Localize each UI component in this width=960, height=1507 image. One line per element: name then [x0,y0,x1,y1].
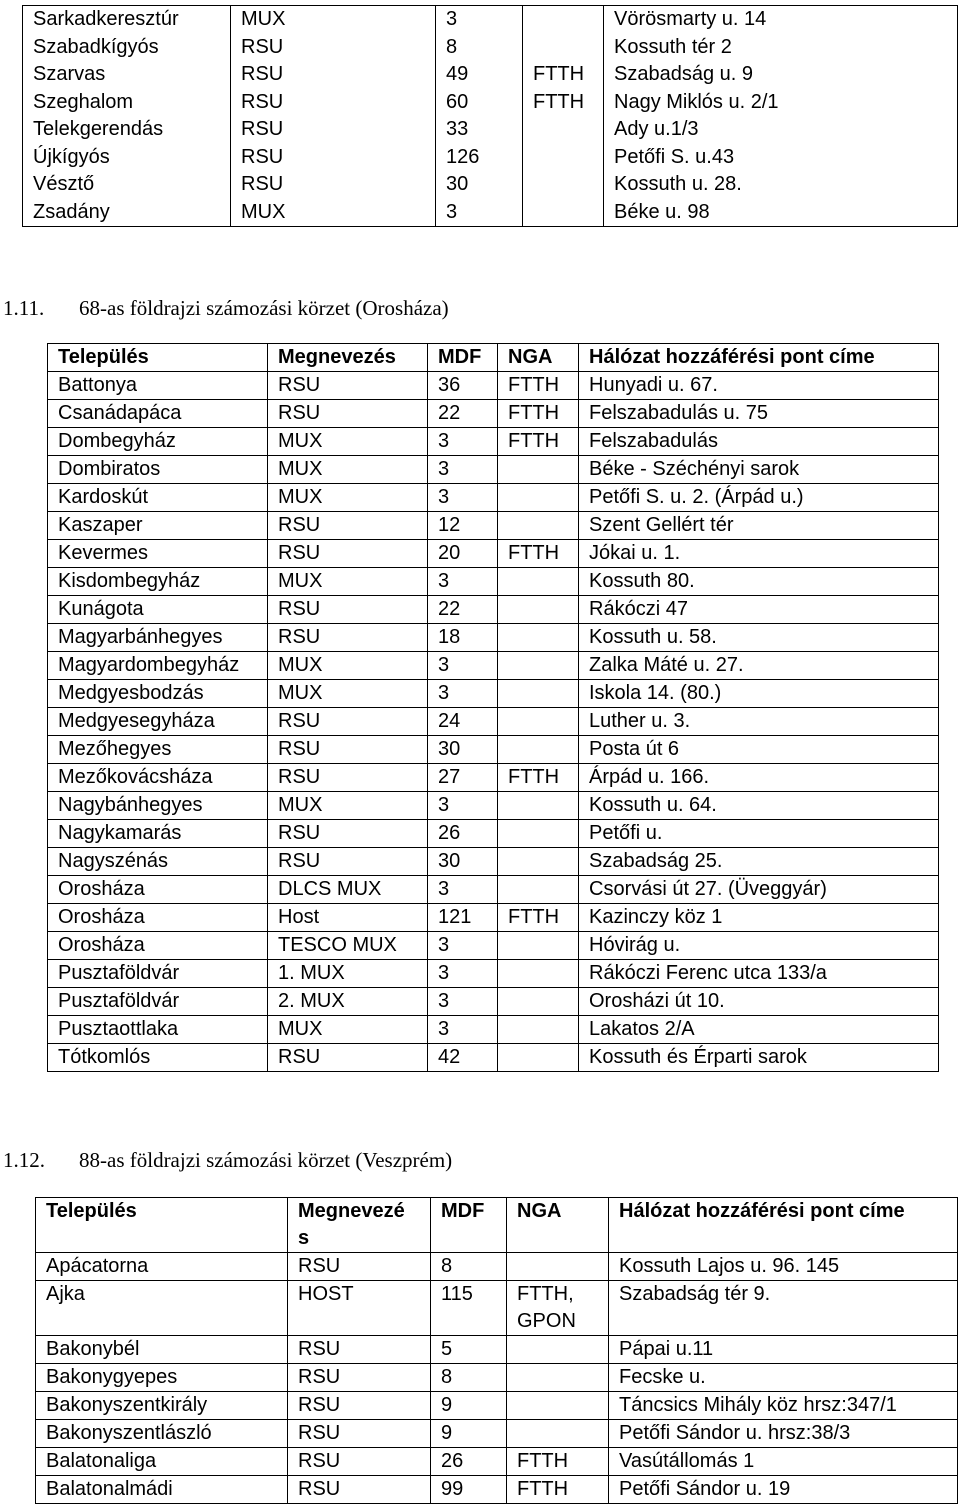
address-cell: Szabadság 25. [579,848,939,876]
address-cell: Csorvási út 27. (Üveggyár) [579,876,939,904]
settlement-cell: Sarkadkeresztúr [23,6,231,34]
table-row [48,904,939,932]
settlement-cell: Telekgerendás [23,116,231,144]
address-cell: Béke u. 98 [614,200,710,223]
settlement-cell: Kardoskút [48,484,268,512]
nga-cell: FTTH [523,89,604,117]
section-number: 1.12. [3,1148,45,1172]
mdf-cell: 3 [436,6,523,34]
address-cell: Petőfi u. [579,820,939,848]
address-cell: Lakatos 2/A [579,1016,939,1044]
table-row [36,1281,958,1336]
address-cell: Petőfi Sándor u. hrsz:38/3 [609,1420,958,1448]
designation-cell: Host [268,904,428,932]
mdf-cell: 126 [436,144,523,172]
table-row [36,1448,958,1476]
nga-cell [498,792,579,820]
designation-cell: RSU [288,1336,431,1364]
settlement-cell: Bakonyszentkirály [36,1392,288,1420]
column-header: Megnevezé s [288,1198,431,1253]
mdf-cell: 8 [431,1253,507,1281]
mdf-cell: 3 [428,988,498,1016]
table-row [48,1044,939,1072]
nga-cell: FTTH [498,540,579,568]
designation-cell: RSU [268,764,428,792]
nga-cell: FTTH [507,1448,609,1476]
table-row [23,144,958,172]
designation-cell: RSU [268,512,428,540]
table-row [48,876,939,904]
designation-cell: RSU [231,171,436,199]
mdf-cell: 22 [428,596,498,624]
settlement-cell: Kaszaper [48,512,268,540]
settlement-cell: Orosháza [48,904,268,932]
mdf-cell: 26 [428,820,498,848]
designation-cell: RSU [268,540,428,568]
mdf-cell: 8 [431,1364,507,1392]
settlement-cell: Pusztaottlaka [48,1016,268,1044]
settlement-cell: Vésztő [23,171,231,199]
settlement-cell: Orosháza [48,876,268,904]
nga-cell [507,1364,609,1392]
address-cell: Orosházi út 10. [579,988,939,1016]
nga-cell [498,932,579,960]
settlement-cell: Ajka [36,1281,288,1336]
nga-cell [507,1392,609,1420]
nga-cell [523,199,604,227]
table-row [48,820,939,848]
column-header: Település [36,1198,288,1253]
table-row [23,116,958,144]
designation-cell: MUX [268,568,428,596]
nga-cell: FTTH [498,764,579,792]
nga-cell [498,876,579,904]
settlement-cell: Apácatorna [36,1253,288,1281]
settlement-cell: Csanádapáca [48,400,268,428]
column-header: Település [48,344,268,372]
designation-cell: RSU [288,1392,431,1420]
orosháza-access-points-table [47,343,939,1072]
settlement-cell: Pusztaföldvár [48,960,268,988]
settlement-cell: Tótkomlós [48,1044,268,1072]
column-header: Hálózat hozzáférési pont címe [579,344,939,372]
designation-cell: RSU [288,1420,431,1448]
mdf-cell: 3 [428,568,498,596]
address-cell: Szabadság u. 9 [614,63,753,85]
section-heading-oroshaza [3,296,449,321]
nga-cell [498,596,579,624]
nga-cell: FTTH [523,61,604,89]
address-cell: Táncsics Mihály köz hrsz:347/1 [609,1392,958,1420]
address-cell: Jókai u. 1. [579,540,939,568]
nga-cell [507,1420,609,1448]
mdf-cell: 3 [436,199,523,227]
column-header: Megnevezés [268,344,428,372]
address-cell: Felszabadulás [579,428,939,456]
nga-cell [523,6,604,34]
section-title: 88-as földrajzi számozási körzet (Veszprém) [79,1148,453,1172]
nga-cell [498,960,579,988]
settlement-cell: Balatonalmádi [36,1476,288,1504]
mdf-cell: 42 [428,1044,498,1072]
table-row [23,6,958,34]
section-title: 68-as földrajzi számozási körzet (Orosháza) [79,296,449,320]
table-row [48,484,939,512]
address-cell: Posta út 6 [579,736,939,764]
nga-cell [498,652,579,680]
settlement-cell: Kisdombegyház [48,568,268,596]
nga-cell [498,988,579,1016]
mdf-cell: 3 [428,428,498,456]
column-header: Hálózat hozzáférési pont címe [609,1198,958,1253]
designation-cell: 1. MUX [268,960,428,988]
mdf-cell: 8 [436,34,523,62]
address-cell: Szabadság tér 9. [609,1281,958,1336]
table-row [48,400,939,428]
mdf-cell: 99 [431,1476,507,1504]
table-row [48,568,939,596]
nga-cell [523,34,604,62]
designation-cell: MUX [268,456,428,484]
mdf-cell: 3 [428,792,498,820]
settlement-cell: Bakonygyepes [36,1364,288,1392]
mdf-cell: 60 [436,89,523,117]
address-cell: Pápai u.11 [609,1336,958,1364]
mdf-cell: 5 [431,1336,507,1364]
mdf-cell: 115 [431,1281,507,1336]
address-cell: Kossuth Lajos u. 96. 145 [609,1253,958,1281]
table-row [48,428,939,456]
nga-cell [498,1016,579,1044]
settlement-cell: Kunágota [48,596,268,624]
nga-cell [498,484,579,512]
nga-cell: FTTH, GPON [507,1281,609,1336]
address-cell: Felszabadulás u. 75 [579,400,939,428]
settlement-cell: Mezőhegyes [48,736,268,764]
designation-cell: DLCS MUX [268,876,428,904]
settlement-cell: Battonya [48,372,268,400]
table-row [48,960,939,988]
column-header: NGA [507,1198,609,1253]
settlement-cell: Orosháza [48,932,268,960]
settlement-cell: Nagykamarás [48,820,268,848]
nga-cell [498,1044,579,1072]
address-cell: Rákóczi Ferenc utca 133/a [579,960,939,988]
settlement-cell: Pusztaföldvár [48,988,268,1016]
mdf-cell: 3 [428,932,498,960]
settlement-cell: Szeghalom [23,89,231,117]
table-row [36,1253,958,1281]
mdf-cell: 3 [428,1016,498,1044]
table-row [36,1476,958,1504]
designation-cell: RSU [231,34,436,62]
settlement-cell: Bakonyszentlászló [36,1420,288,1448]
table-row [48,540,939,568]
mdf-cell: 24 [428,708,498,736]
mdf-cell: 3 [428,876,498,904]
mdf-cell: 30 [428,848,498,876]
table-row [48,652,939,680]
designation-cell: RSU [231,144,436,172]
designation-cell: MUX [268,1016,428,1044]
table-row [48,596,939,624]
mdf-cell: 9 [431,1392,507,1420]
address-cell: Árpád u. 166. [579,764,939,792]
mdf-cell: 9 [431,1420,507,1448]
address-cell: Rákóczi 47 [579,596,939,624]
settlement-cell: Medgyesegyháza [48,708,268,736]
address-cell: Vörösmarty u. 14 [614,8,767,30]
settlement-cell: Újkígyós [23,144,231,172]
designation-cell: RSU [231,116,436,144]
settlement-cell: Dombegyház [48,428,268,456]
designation-cell: HOST [288,1281,431,1336]
address-cell: Kossuth 80. [579,568,939,596]
table-row [48,680,939,708]
nga-cell: FTTH [498,428,579,456]
mdf-cell: 49 [436,61,523,89]
mdf-cell: 3 [428,456,498,484]
address-cell: Béke - Széchényi sarok [579,456,939,484]
settlement-cell: Balatonaliga [36,1448,288,1476]
table-row [48,848,939,876]
address-cell: Kossuth és Érparti sarok [579,1044,939,1072]
settlement-cell: Nagybánhegyes [48,792,268,820]
settlement-cell: Nagyszénás [48,848,268,876]
nga-cell [498,568,579,596]
nga-cell: FTTH [498,372,579,400]
designation-cell: RSU [268,400,428,428]
nga-cell [498,456,579,484]
designation-cell: RSU [268,820,428,848]
designation-cell: RSU [268,736,428,764]
nga-cell [498,736,579,764]
mdf-cell: 30 [428,736,498,764]
mdf-cell: 27 [428,764,498,792]
nga-cell [498,848,579,876]
nga-cell: FTTH [498,400,579,428]
address-cell: Petőfi S. u.43 [614,145,735,168]
table-row [48,736,939,764]
designation-cell: RSU [288,1253,431,1281]
designation-cell: 2. MUX [268,988,428,1016]
address-cell: Ady u.1/3 [614,118,699,140]
mdf-cell: 18 [428,624,498,652]
mdf-cell: 3 [428,960,498,988]
designation-cell: MUX [268,484,428,512]
designation-cell: TESCO MUX [268,932,428,960]
designation-cell: RSU [231,89,436,117]
designation-cell: RSU [268,848,428,876]
table-row [23,34,958,62]
address-cell: Kazinczy köz 1 [579,904,939,932]
address-cell: Hunyadi u. 67. [579,372,939,400]
nga-cell [498,708,579,736]
table-row [23,89,958,117]
column-header: NGA [498,344,579,372]
nga-cell [498,512,579,540]
table-row [48,988,939,1016]
designation-cell: RSU [231,61,436,89]
table-row [36,1336,958,1364]
continued-table [22,5,958,227]
settlement-cell: Zsadány [23,199,231,227]
mdf-cell: 30 [436,171,523,199]
mdf-cell: 20 [428,540,498,568]
table-row [48,932,939,960]
address-cell: Zalka Máté u. 27. [579,652,939,680]
mdf-cell: 3 [428,680,498,708]
nga-cell [507,1336,609,1364]
mdf-cell: 12 [428,512,498,540]
table-row [23,171,958,199]
settlement-cell: Magyarbánhegyes [48,624,268,652]
mdf-cell: 121 [428,904,498,932]
designation-cell: MUX [268,652,428,680]
address-cell: Kossuth u. 28. [614,173,742,195]
nga-cell: FTTH [498,904,579,932]
settlement-cell: Bakonybél [36,1336,288,1364]
settlement-cell: Szarvas [23,61,231,89]
address-cell: Petőfi Sándor u. 19 [609,1476,958,1504]
nga-cell [523,116,604,144]
nga-cell [507,1253,609,1281]
mdf-cell: 36 [428,372,498,400]
mdf-cell: 33 [436,116,523,144]
designation-cell: RSU [288,1448,431,1476]
designation-cell: MUX [268,428,428,456]
settlement-cell: Szabadkígyós [23,34,231,62]
address-cell: Kossuth u. 58. [579,624,939,652]
designation-cell: MUX [268,680,428,708]
table-row [48,512,939,540]
nga-cell: FTTH [507,1476,609,1504]
table-row [48,456,939,484]
address-cell: Petőfi S. u. 2. (Árpád u.) [579,484,939,512]
mdf-cell: 3 [428,484,498,512]
address-cell: Vasútállomás 1 [609,1448,958,1476]
table-row [48,372,939,400]
nga-cell [498,624,579,652]
designation-cell: RSU [288,1476,431,1504]
settlement-cell: Magyardombegyház [48,652,268,680]
designation-cell: RSU [268,1044,428,1072]
address-cell: Kossuth tér 2 [614,35,732,58]
address-cell: Hóvirág u. [579,932,939,960]
table-row [23,199,958,227]
table-row [48,1016,939,1044]
mdf-cell: 26 [431,1448,507,1476]
table-row [48,764,939,792]
section-heading-veszprem [3,1148,452,1173]
nga-cell [498,680,579,708]
table-row [36,1364,958,1392]
mdf-cell: 3 [428,652,498,680]
designation-cell: MUX [231,199,436,227]
designation-cell: RSU [268,708,428,736]
table-row [48,708,939,736]
section-number: 1.11. [3,296,45,320]
designation-cell: RSU [268,624,428,652]
table-row [48,624,939,652]
mdf-cell: 22 [428,400,498,428]
nga-cell [523,171,604,199]
address-cell: Luther u. 3. [579,708,939,736]
settlement-cell: Dombiratos [48,456,268,484]
nga-cell [523,144,604,172]
table-row [36,1392,958,1420]
designation-cell: MUX [231,6,436,34]
settlement-cell: Kevermes [48,540,268,568]
address-cell: Iskola 14. (80.) [579,680,939,708]
designation-cell: RSU [288,1364,431,1392]
settlement-cell: Medgyesbodzás [48,680,268,708]
table-row [36,1420,958,1448]
designation-cell: RSU [268,372,428,400]
address-cell: Nagy Miklós u. 2/1 [614,90,779,113]
address-cell: Szent Gellért tér [579,512,939,540]
column-header: MDF [431,1198,507,1253]
column-header: MDF [428,344,498,372]
settlement-cell: Mezőkovácsháza [48,764,268,792]
nga-cell [498,820,579,848]
veszprem-access-points-table [35,1197,958,1504]
table-row [48,792,939,820]
address-cell: Kossuth u. 64. [579,792,939,820]
table-row [23,61,958,89]
address-cell: Fecske u. [609,1364,958,1392]
designation-cell: RSU [268,596,428,624]
designation-cell: MUX [268,792,428,820]
